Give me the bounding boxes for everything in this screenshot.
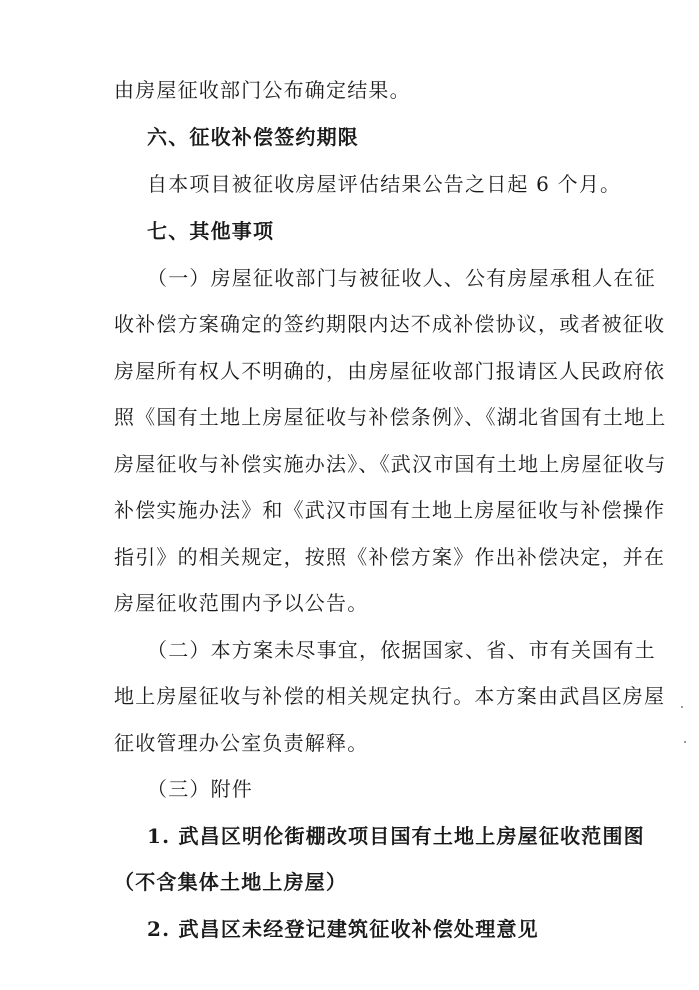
paragraph-1-line-8: 房屋征收范围内予以公告。 [114,591,369,615]
paragraph-1-line-3: 房屋所有权人不明确的，由房屋征收部门报请区人民政府依 [114,359,666,383]
section-heading-7: 七、其他事项 [147,219,275,243]
paragraph-2-line-3: 征收管理办公室负责解释。 [114,731,369,755]
attachments-heading: （三）附件 [147,777,253,801]
section-heading-6: 六、征收补偿签约期限 [147,125,359,149]
paragraph-1-line-1: （一）房屋征收部门与被征收人、公有房屋承租人在征 [147,266,656,290]
paragraph-2-line-1: （二）本方案未尽事宜，依据国家、省、市有关国有土 [147,638,656,662]
paragraph-1-line-2: 收补偿方案确定的签约期限内达不成补偿协议，或者被征收 [114,312,666,336]
paragraph-1-line-4: 照《国有土地上房屋征收与补偿条例》、《湖北省国有土地上 [114,405,667,429]
paragraph-1-line-6: 补偿实施办法》和《武汉市国有土地上房屋征收与补偿操作 [114,498,666,522]
scan-speck [684,741,686,743]
text-line-3: 自本项目被征收房屋评估结果公告之日起 6 个月。 [147,172,622,196]
attachment-item-2: 2. 武昌区未经登记建筑征收补偿处理意见 [147,917,539,941]
scan-speck [681,706,683,708]
paragraph-1-line-5: 房屋征收与补偿实施办法》、《武汉市国有土地上房屋征收与 [114,452,667,476]
paragraph-2-line-2: 地上房屋征收与补偿的相关规定执行。本方案由武昌区房屋 [114,684,666,708]
paragraph-1-line-7: 指引》的相关规定，按照《补偿方案》作出补偿决定，并在 [114,545,666,569]
text-line-1: 由房屋征收部门公布确定结果。 [114,78,411,102]
attachment-item-1: 1. 武昌区明伦街棚改项目国有土地上房屋征收范围图 [147,824,645,848]
attachment-item-1-continued: （不含集体土地上房屋） [114,870,348,894]
